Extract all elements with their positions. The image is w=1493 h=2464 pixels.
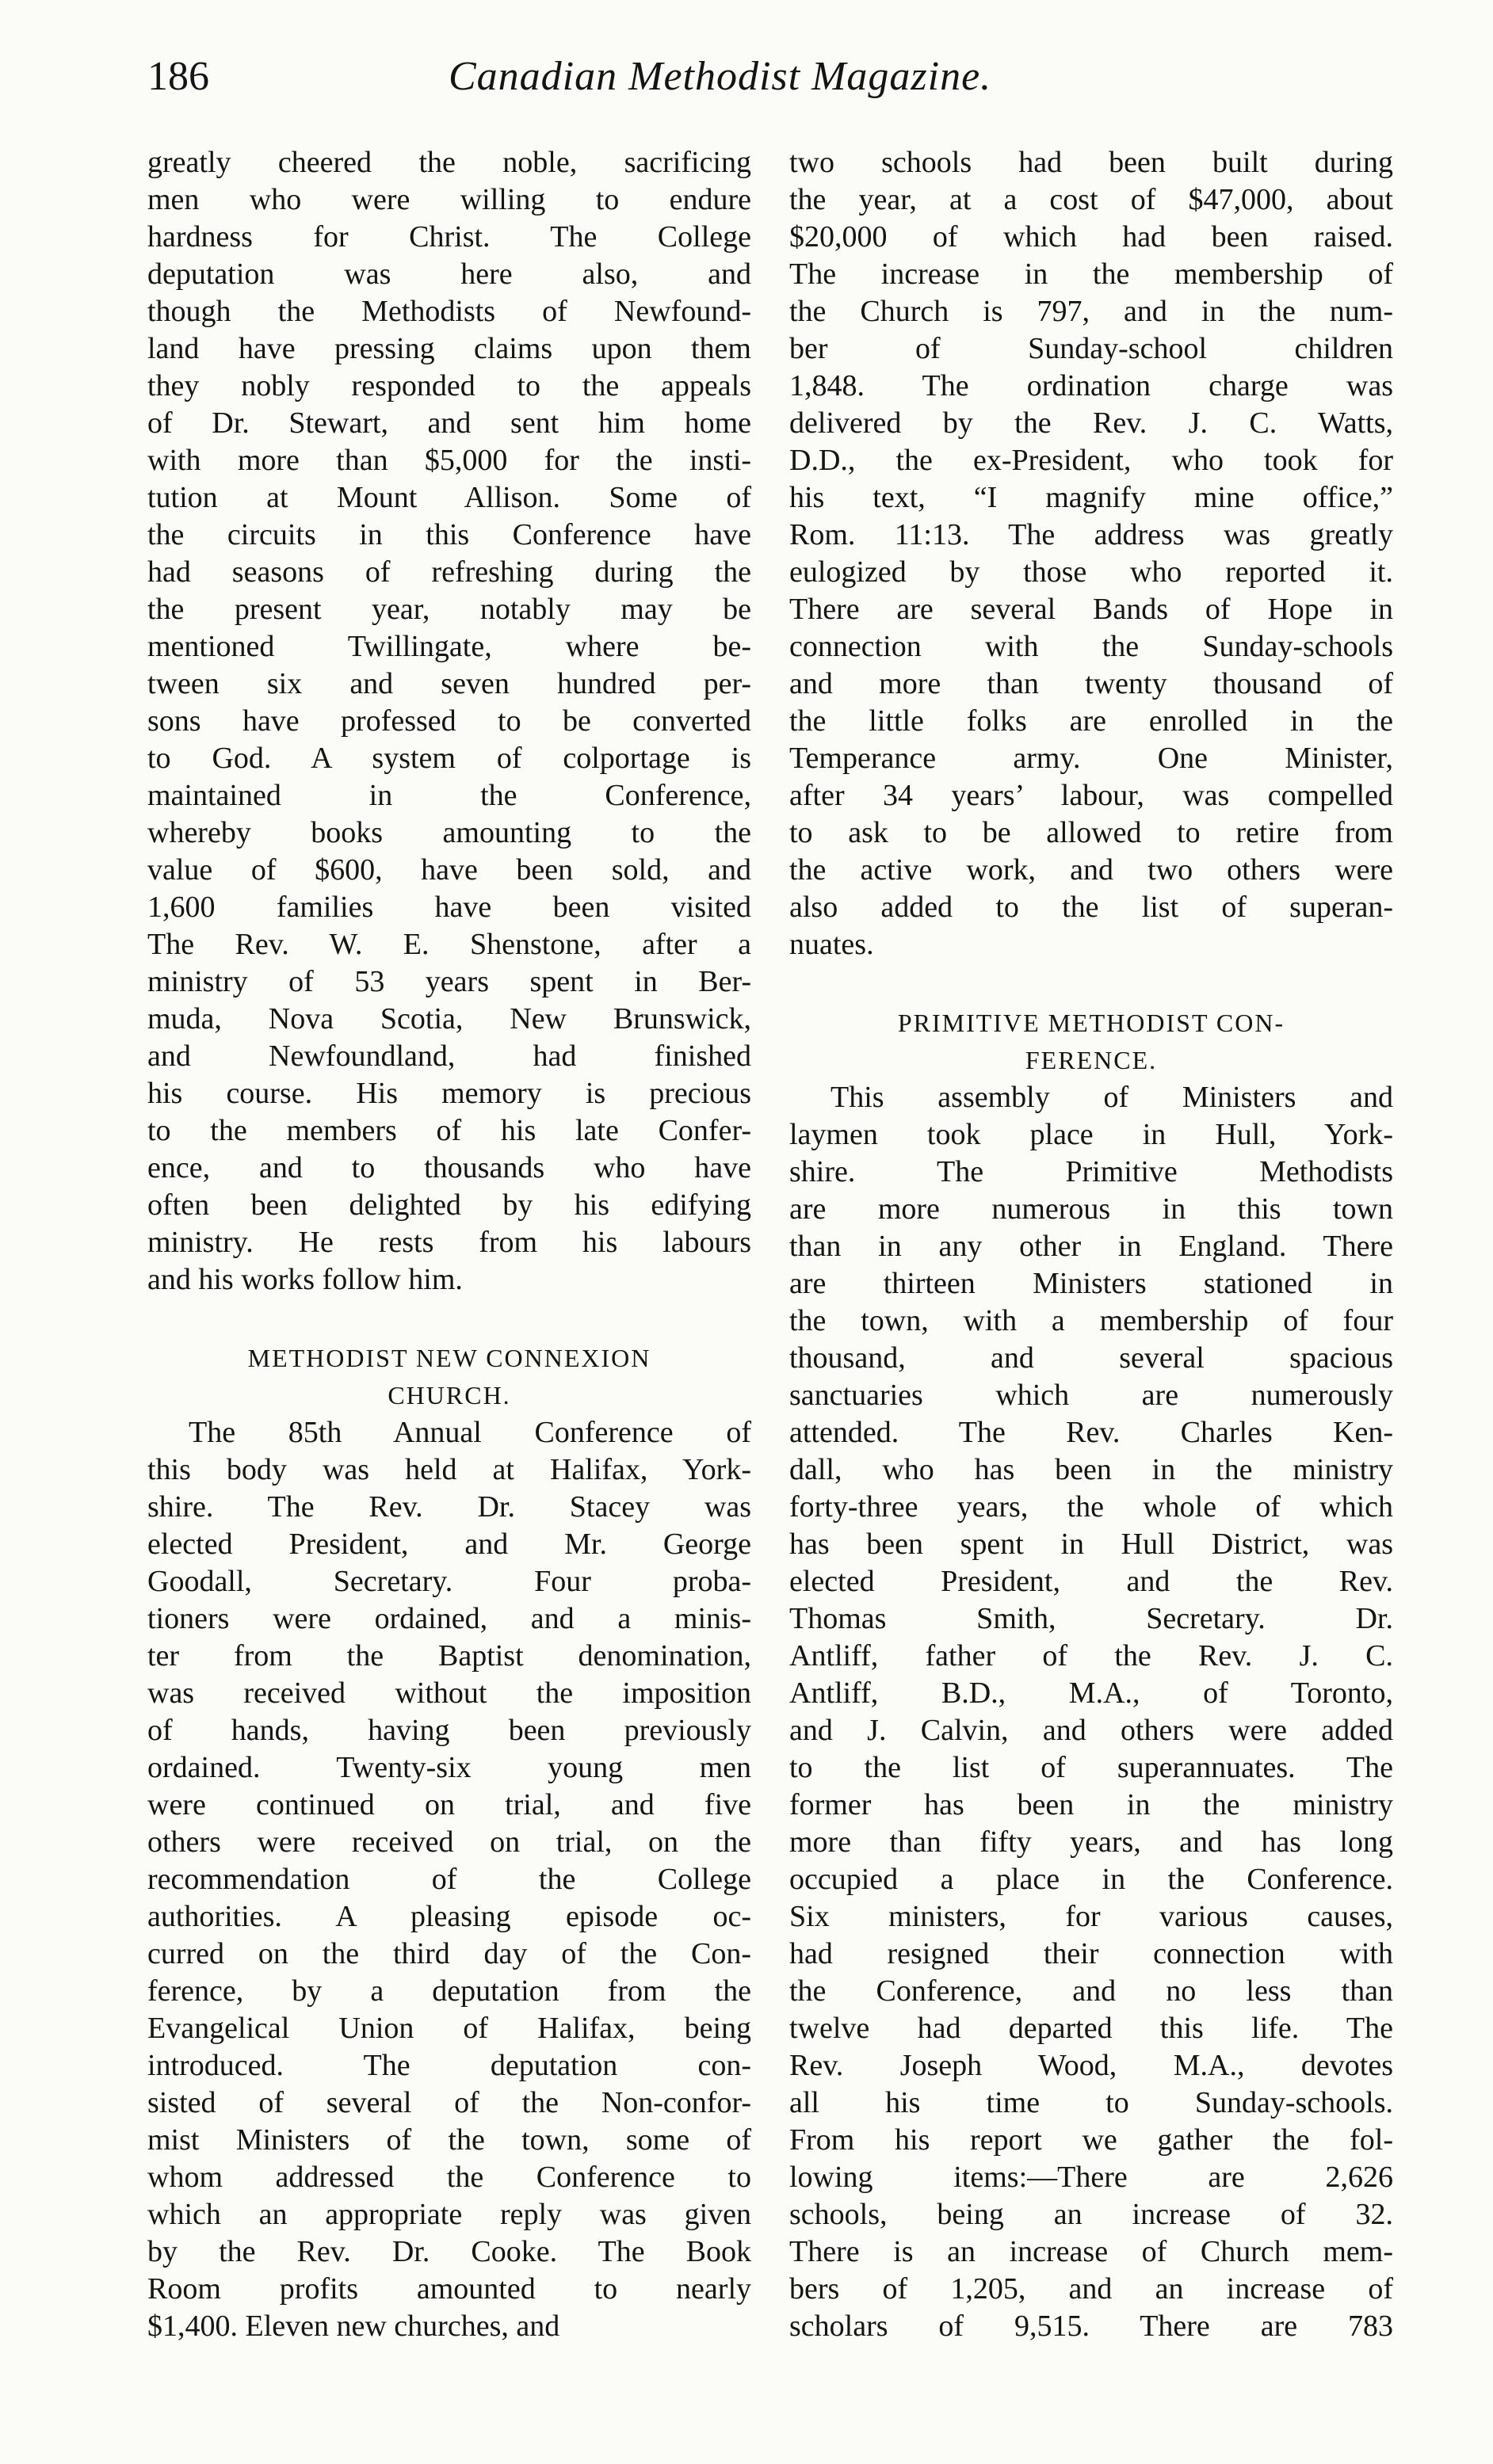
text-line: land have pressing claims upon them	[147, 332, 751, 365]
text-line: the present year, notably may be	[147, 593, 751, 626]
text-line: connection with the Sunday-schools	[789, 630, 1393, 663]
text-line: men who were willing to endure	[147, 183, 751, 216]
text-line: tween six and seven hundred per-	[147, 667, 751, 700]
text-line: schools, being an increase of 32.	[789, 2198, 1393, 2231]
text-line: this body was held at Halifax, York-	[147, 1453, 751, 1486]
text-line: thousand, and several spacious	[789, 1341, 1393, 1375]
text-line: to ask to be allowed to retire from	[789, 816, 1393, 849]
text-line: the active work, and two others were	[789, 853, 1393, 887]
text-line: ence, and to thousands who have	[147, 1151, 751, 1184]
text-line: introduced. The deputation con-	[147, 2049, 751, 2082]
text-line: more than fifty years, and has long	[789, 1825, 1393, 1859]
text-line: whom addressed the Conference to	[147, 2161, 751, 2194]
text-line: than in any other in England. There	[789, 1230, 1393, 1263]
text-line: Goodall, Secretary. Four proba-	[147, 1565, 751, 1598]
text-line: the Church is 797, and in the num-	[789, 295, 1393, 328]
text-line: tution at Mount Allison. Some of	[147, 481, 751, 514]
text-line: shire. The Rev. Dr. Stacey was	[147, 1490, 751, 1524]
section-heading-continued: CHURCH.	[388, 1381, 511, 1409]
text-line: are more numerous in this town	[789, 1192, 1393, 1226]
text-line: sanctuaries which are numerously	[789, 1379, 1393, 1412]
text-line: his text, “I magnify mine office,”	[789, 481, 1393, 514]
text-line: and J. Calvin, and others were added	[789, 1714, 1393, 1747]
text-line: all his time to Sunday-schools.	[789, 2086, 1393, 2119]
text-line: attended. The Rev. Charles Ken-	[789, 1416, 1393, 1449]
text-line: was received without the imposition	[147, 1676, 751, 1710]
text-line: nuates.	[789, 928, 874, 961]
text-line: value of $600, have been sold, and	[147, 853, 751, 887]
text-line: were continued on trial, and five	[147, 1788, 751, 1821]
text-line: occupied a place in the Conference.	[789, 1863, 1393, 1896]
text-line: the Conference, and no less than	[789, 1974, 1393, 2008]
text-line: The Rev. W. E. Shenstone, after a	[147, 928, 751, 961]
text-line: bers of 1,205, and an increase of	[789, 2272, 1393, 2306]
text-line: laymen took place in Hull, York-	[789, 1118, 1393, 1151]
text-line: his course. His memory is precious	[147, 1077, 751, 1110]
text-line: two schools had been built during	[789, 146, 1393, 179]
page-header	[147, 49, 1401, 113]
text-line: forty-three years, the whole of which	[789, 1490, 1393, 1524]
text-line: which an appropriate reply was given	[147, 2198, 751, 2231]
text-line: greatly cheered the noble, sacrificing	[147, 146, 751, 179]
text-line: This assembly of Ministers and	[831, 1081, 1393, 1114]
text-line: former has been in the ministry	[789, 1788, 1393, 1821]
text-line: delivered by the Rev. J. C. Watts,	[789, 406, 1393, 440]
text-line: after 34 years’ labour, was compelled	[789, 779, 1393, 812]
text-line: ber of Sunday-school children	[789, 332, 1393, 365]
paragraph	[789, 144, 1393, 963]
text-line: and Newfoundland, had finished	[147, 1039, 751, 1073]
text-line: to God. A system of colportage is	[147, 742, 751, 775]
text-line: by the Rev. Dr. Cooke. The Book	[147, 2235, 751, 2268]
running-title: Canadian Methodist Magazine.	[449, 54, 992, 99]
text-line: curred on the third day of the Con-	[147, 1937, 751, 1970]
text-line: muda, Nova Scotia, New Brunswick,	[147, 1002, 751, 1036]
text-line: of hands, having been previously	[147, 1714, 751, 1747]
text-line: elected President, and Mr. George	[147, 1528, 751, 1561]
text-line: sons have professed to be converted	[147, 704, 751, 738]
text-line: the year, at a cost of $47,000, about	[789, 183, 1393, 216]
text-line: 1,600 families have been visited	[147, 891, 751, 924]
text-line: $1,400. Eleven new churches, and	[147, 2310, 560, 2343]
text-line: and more than twenty thousand of	[789, 667, 1393, 700]
text-line: Antliff, father of the Rev. J. C.	[789, 1639, 1393, 1673]
text-line: maintained in the Conference,	[147, 779, 751, 812]
paragraph	[147, 1414, 751, 2345]
text-line: ference, by a deputation from the	[147, 1974, 751, 2008]
text-line: Room profits amounted to nearly	[147, 2272, 751, 2306]
paragraph	[147, 144, 751, 1299]
text-line: Temperance army. One Minister,	[789, 742, 1393, 775]
text-line: D.D., the ex-President, who took for	[789, 444, 1393, 477]
text-line: ter from the Baptist denomination,	[147, 1639, 751, 1673]
text-line: There are several Bands of Hope in	[789, 593, 1393, 626]
text-line: 1,848. The ordination charge was	[789, 369, 1393, 402]
text-line: lowing items:—There are 2,626	[789, 2161, 1393, 2194]
text-line: shire. The Primitive Methodists	[789, 1155, 1393, 1188]
text-line: ordained. Twenty-six young men	[147, 1751, 751, 1784]
text-line: Rev. Joseph Wood, M.A., devotes	[789, 2049, 1393, 2082]
text-line: The 85th Annual Conference of	[189, 1416, 751, 1449]
text-line: tioners were ordained, and a minis-	[147, 1602, 751, 1635]
text-line: twelve had departed this life. The	[789, 2012, 1393, 2045]
text-line: Six ministers, for various causes,	[789, 1900, 1393, 1933]
text-line: of Dr. Stewart, and sent him home	[147, 406, 751, 440]
text-line: dall, who has been in the ministry	[789, 1453, 1393, 1486]
text-line: eulogized by those who reported it.	[789, 555, 1393, 589]
text-line: scholars of 9,515. There are 783	[789, 2310, 1393, 2343]
section-heading-continued: FERENCE.	[1025, 1046, 1158, 1074]
text-line: others were received on trial, on the	[147, 1825, 751, 1859]
text-line: Rom. 11:13. The address was greatly	[789, 518, 1393, 551]
text-line: There is an increase of Church mem-	[789, 2235, 1393, 2268]
text-line: Thomas Smith, Secretary. Dr.	[789, 1602, 1393, 1635]
text-line: they nobly responded to the appeals	[147, 369, 751, 402]
text-line: had resigned their connection with	[789, 1937, 1393, 1970]
text-line: authorities. A pleasing episode oc-	[147, 1900, 751, 1933]
text-line: though the Methodists of Newfound-	[147, 295, 751, 328]
text-line: with more than $5,000 for the insti-	[147, 444, 751, 477]
section-heading: METHODIST NEW CONNEXION	[247, 1344, 651, 1372]
text-line: ministry of 53 years spent in Ber-	[147, 965, 751, 998]
page-number: 186	[147, 54, 209, 99]
text-line: the town, with a membership of four	[789, 1304, 1393, 1337]
text-line: to the members of his late Confer-	[147, 1114, 751, 1147]
text-line: recommendation of the College	[147, 1863, 751, 1896]
text-line: has been spent in Hull District, was	[789, 1528, 1393, 1561]
text-line: also added to the list of superan-	[789, 891, 1393, 924]
text-line: deputation was here also, and	[147, 257, 751, 291]
text-line: and his works follow him.	[147, 1263, 463, 1296]
paragraph	[789, 1079, 1393, 2345]
text-line: the circuits in this Conference have	[147, 518, 751, 551]
text-line: are thirteen Ministers stationed in	[789, 1267, 1393, 1300]
text-line: often been delighted by his edifying	[147, 1188, 751, 1222]
section-heading: PRIMITIVE METHODIST CON-	[897, 1009, 1285, 1037]
text-line: whereby books amounting to the	[147, 816, 751, 849]
text-line: $20,000 of which had been raised.	[789, 220, 1393, 254]
text-line: ministry. He rests from his labours	[147, 1226, 751, 1259]
text-line: to the list of superannuates. The	[789, 1751, 1393, 1784]
text-line: The increase in the membership of	[789, 257, 1393, 291]
text-line: the little folks are enrolled in the	[789, 704, 1393, 738]
text-line: Antliff, B.D., M.A., of Toronto,	[789, 1676, 1393, 1710]
text-line: Evangelical Union of Halifax, being	[147, 2012, 751, 2045]
left-column	[147, 144, 751, 2345]
text-line: mist Ministers of the town, some of	[147, 2123, 751, 2157]
text-line: sisted of several of the Non-confor-	[147, 2086, 751, 2119]
text-line: hardness for Christ. The College	[147, 220, 751, 254]
text-line: From his report we gather the fol-	[789, 2123, 1393, 2157]
text-line: mentioned Twillingate, where be-	[147, 630, 751, 663]
right-column	[789, 144, 1393, 2345]
text-line: elected President, and the Rev.	[789, 1565, 1393, 1598]
text-line: had seasons of refreshing during the	[147, 555, 751, 589]
